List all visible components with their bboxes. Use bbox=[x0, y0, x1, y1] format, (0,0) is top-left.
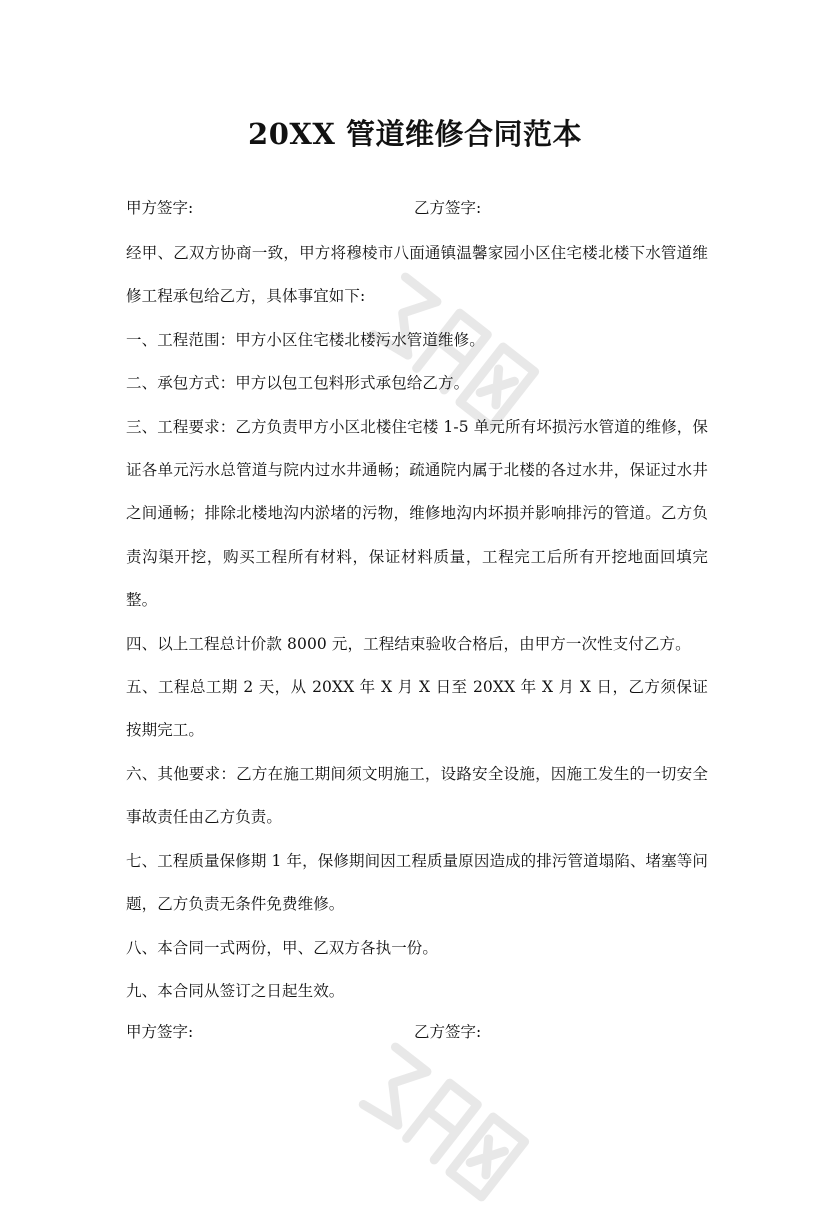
clause-price: 四、以上工程总计价款 8000 元，工程结束验收合格后，由甲方一次性支付乙方。 bbox=[126, 634, 691, 653]
party-b-signature-label: 乙方签字: bbox=[414, 1023, 482, 1041]
intro-paragraph: 经甲、乙双方协商一致，甲方将穆棱市八面通镇温馨家园小区住宅楼北楼下水管道维修工程承包给乙方，具体事宜如下: bbox=[126, 244, 708, 306]
party-a-signature-label: 甲方签字: bbox=[126, 1023, 194, 1041]
clause-copies: 八、本合同一式两份，甲、乙双方各执一份。 bbox=[126, 938, 439, 957]
signature-row-bottom bbox=[126, 1020, 726, 1044]
clause-scope: 一、工程范围：甲方小区住宅楼北楼污水管道维修。 bbox=[126, 330, 485, 349]
document-title: 20XX 管道维修合同范本 bbox=[248, 117, 582, 151]
clause-requirements: 三、工程要求：乙方负责甲方小区北楼住宅楼 1-5 单元所有坏损污水管道的维修，保证各单元污水总管道与院内过水井通畅；疏通院内属于北楼的各过水井，保证过水井之间通畅；排除北楼地沟内淤堵的污物，维修地沟内坏损并影响排污的管道。乙方负责沟渠开挖，购买工程所有材料，保证材料质量，工程完工后所有开挖地面回填完整。 bbox=[126, 417, 708, 610]
clause-warranty: 七、工程质量保修期 1 年，保修期间因工程质量原因造成的排污管道塌陷、堵塞等问题，乙方负责无条件免费维修。 bbox=[126, 851, 708, 914]
party-b-signature-label: 乙方签字: bbox=[414, 199, 482, 217]
signature-row-top bbox=[126, 196, 726, 220]
clause-effective: 九、本合同从签订之日起生效。 bbox=[126, 981, 345, 1000]
clause-contract-method: 二、承包方式：甲方以包工包料形式承包给乙方。 bbox=[126, 374, 470, 393]
clause-schedule: 五、工程总工期 2 天，从 20XX 年 X 月 X 日至 20XX 年 X 月 X 日，乙方须保证按期完工。 bbox=[126, 678, 708, 740]
party-a-signature-label: 甲方签字: bbox=[126, 199, 194, 217]
contract-body bbox=[126, 232, 708, 1013]
clause-other-requirements: 六、其他要求：乙方在施工期间须文明施工，设路安全设施，因施工发生的一切安全事故责任由乙方负责。 bbox=[126, 764, 708, 827]
